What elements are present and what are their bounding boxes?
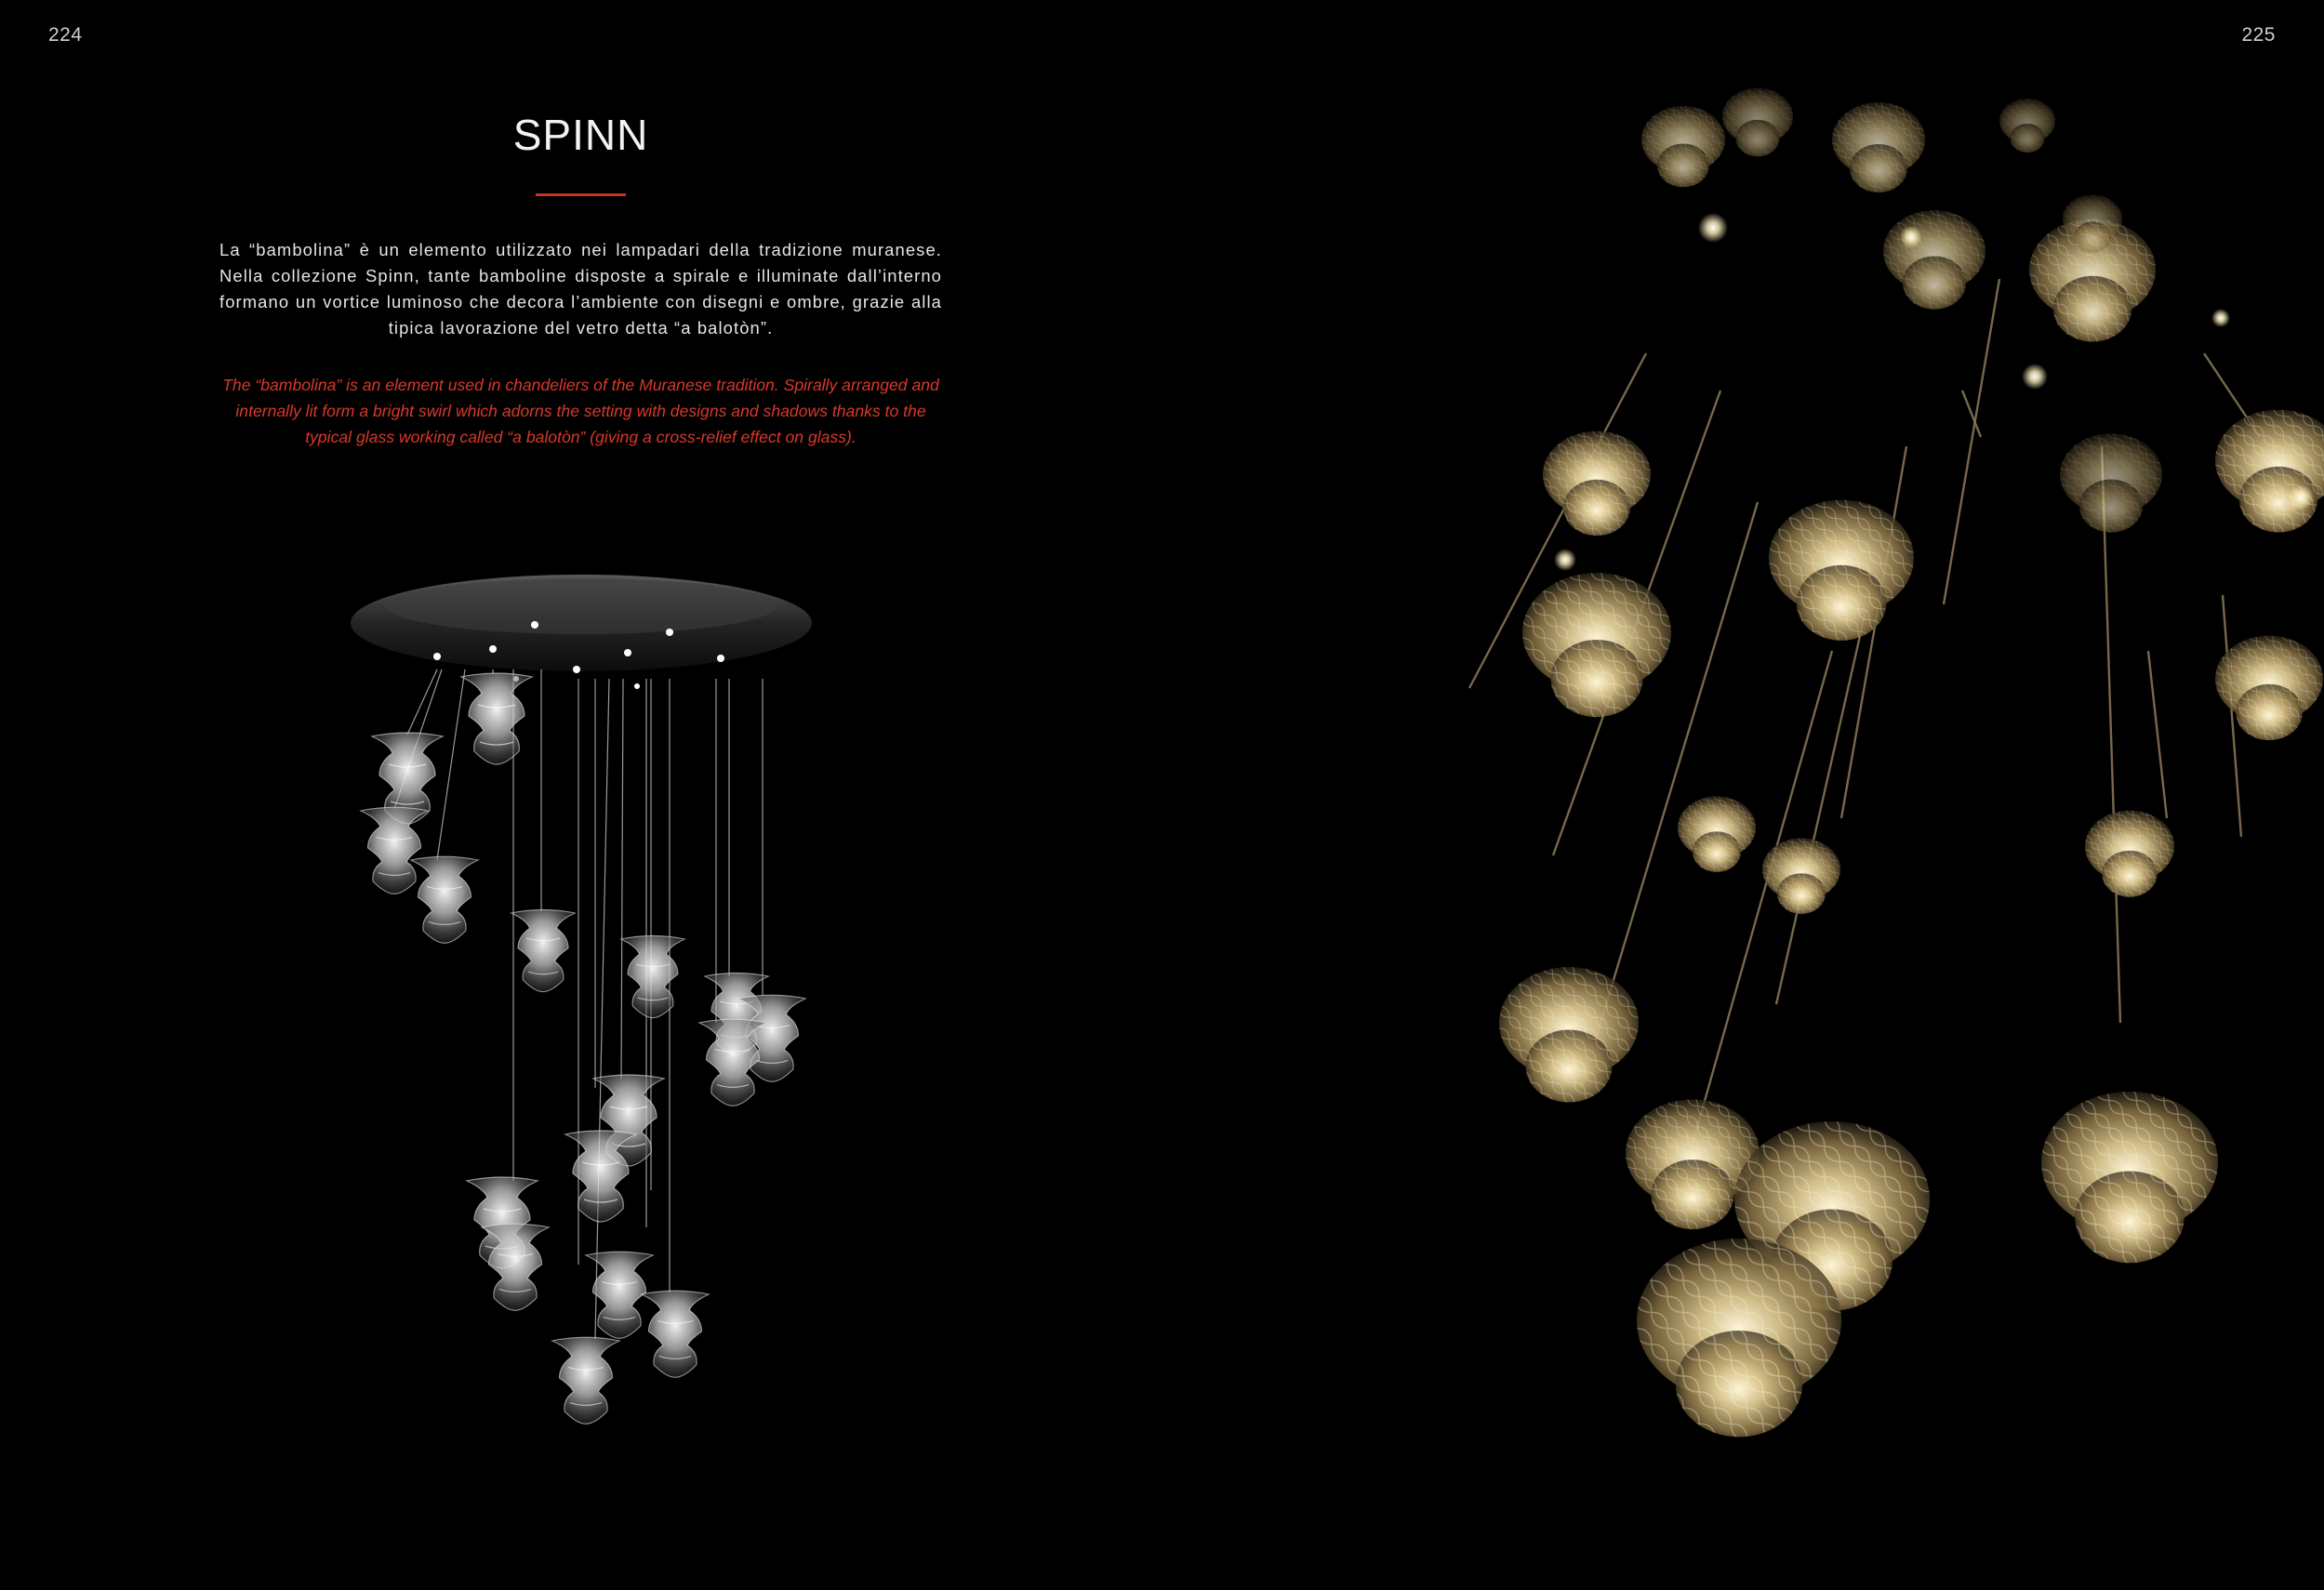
description-italian: La “bambolina” è un elemento utilizzato nei lampadari della tradizione muranese. Nella collezione Spinn, tante bamboline disposte a spirale e illuminate dall’interno formano un vortice luminoso che decora l’ambiente con disegni e ombre, grazie alla tipica lavorazione del vetro detta “a balotòn”. (219, 240, 942, 338)
description-english: The “bambolina” is an element used in chandeliers of the Muranese tradition. Spirally arranged and internally lit form a bright swirl which adorns the setting with designs and shadows thanks to the typical glass working called “a balotòn” (giving a cross-relief effect on glass). (222, 376, 939, 446)
product-title: SPINN (512, 111, 649, 159)
page-number-left: 224 (48, 24, 83, 46)
right-page (1162, 0, 2324, 1590)
chandelier-detail-photo (1162, 0, 2324, 1590)
page-number-right: 225 (2241, 24, 2276, 46)
title-underline (536, 193, 626, 196)
chandelier-product-photo (279, 539, 883, 1488)
